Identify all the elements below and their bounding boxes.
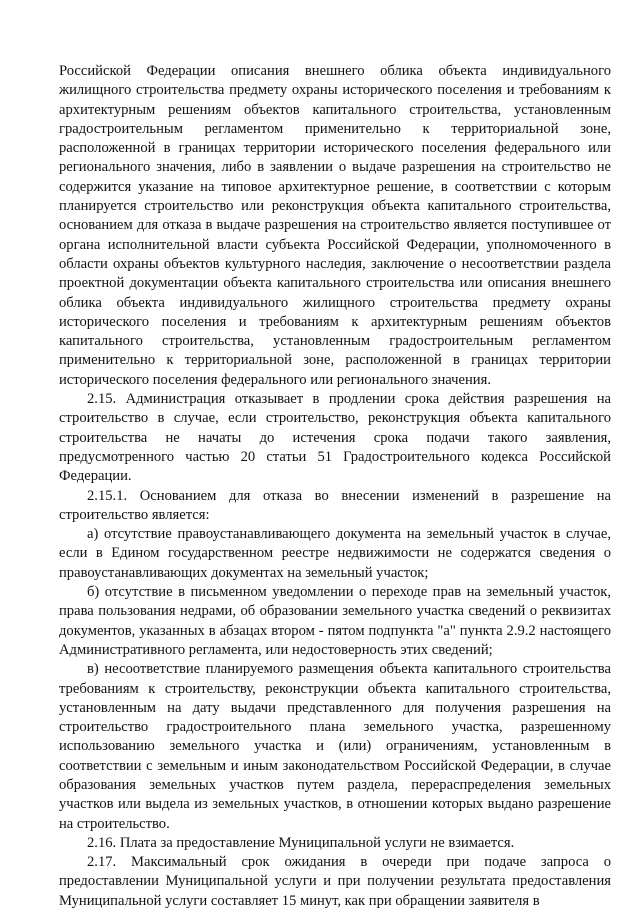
- paragraph-continuation: Российской Федерации описания внешнего облика объекта индивидуального жилищного строительства предмету охраны исторического поселения и требованиям к архитектурным решениям объектов капитального строительства, установленным градостроительным регламентом применительно к территориальной зоне, расположенной в границах территории исторического поселения федерального или регионального значения, либо в заявлении о выдаче разрешения на строительство не содержится указание на типовое архитектурное решение, в соответствии с которым планируется строительство или реконструкция объекта капитального строительства, основанием для отказа в выдаче разрешения на строительство является поступившее от органа исполнительной власти субъекта Российской Федерации, уполномоченного в области охраны объектов культурного наследия, заключение о несоответствии раздела проектной документации объекта капитального строительства или описания внешнего облика объекта индивидуального жилищного строительства предмету охраны исторического поселения и требованиям к архитектурным решениям объектов капитального строительства, установленным градостроительным регламентом применительно к территориальной зоне, расположенной в границах территории исторического поселения федерального или регионального значения.: [59, 63, 611, 388]
- paragraph-item-b: б) отсутствие в письменном уведомлении о переходе прав на земельный участок, права пользования недрами, об образовании земельного участка сведений о реквизитах документов, указанных в абзацах втором - пятом подпункта "а" пункта 2.9.2 настоящего Административного регламента, или недостоверность этих сведений;: [59, 584, 611, 658]
- paragraph-item-a: а) отсутствие правоустанавливающего документа на земельный участок в случае, если в Едином государственном реестре недвижимости не содержатся сведения о правоустанавливающих документах на земельный участок;: [59, 526, 611, 581]
- paragraph-2-17: 2.17. Максимальный срок ожидания в очереди при подаче запроса о предоставлении Муниципальной услуги и при получении результата предоставления Муниципальной услуги составляет 15 минут, как при обращении заявителя в: [59, 854, 611, 909]
- paragraph-item-v: в) несоответствие планируемого размещения объекта капитального строительства требованиям к строительству, реконструкции объекта капитального строительства, установленным на дату выдачи представленного для получения разрешения на строительство градостроительного плана земельного участка, разрешенному использованию земельного участка и (или) ограничениям, установленным в соответствии с земельным и иным законодательством Российской Федерации, в случае образования земельных участков путем раздела, перераспределения земельных участков или выдела из земельных участков, в отношении которых выдано разрешение на строительство.: [59, 661, 611, 832]
- paragraph-2-15: 2.15. Администрация отказывает в продлении срока действия разрешения на строительство в случае, если строительство, реконструкция объекта капитального строительства не начаты до истечения срока подачи такого заявления, предусмотренного частью 20 статьи 51 Градостроительного кодекса Российской Федерации.: [59, 391, 611, 485]
- document-page: [59, 62, 611, 911]
- paragraph-2-16: 2.16. Плата за предоставление Муниципальной услуги не взимается.: [87, 834, 515, 851]
- paragraph-2-15-1: 2.15.1. Основанием для отказа во внесении изменений в разрешение на строительство является:: [59, 487, 611, 523]
